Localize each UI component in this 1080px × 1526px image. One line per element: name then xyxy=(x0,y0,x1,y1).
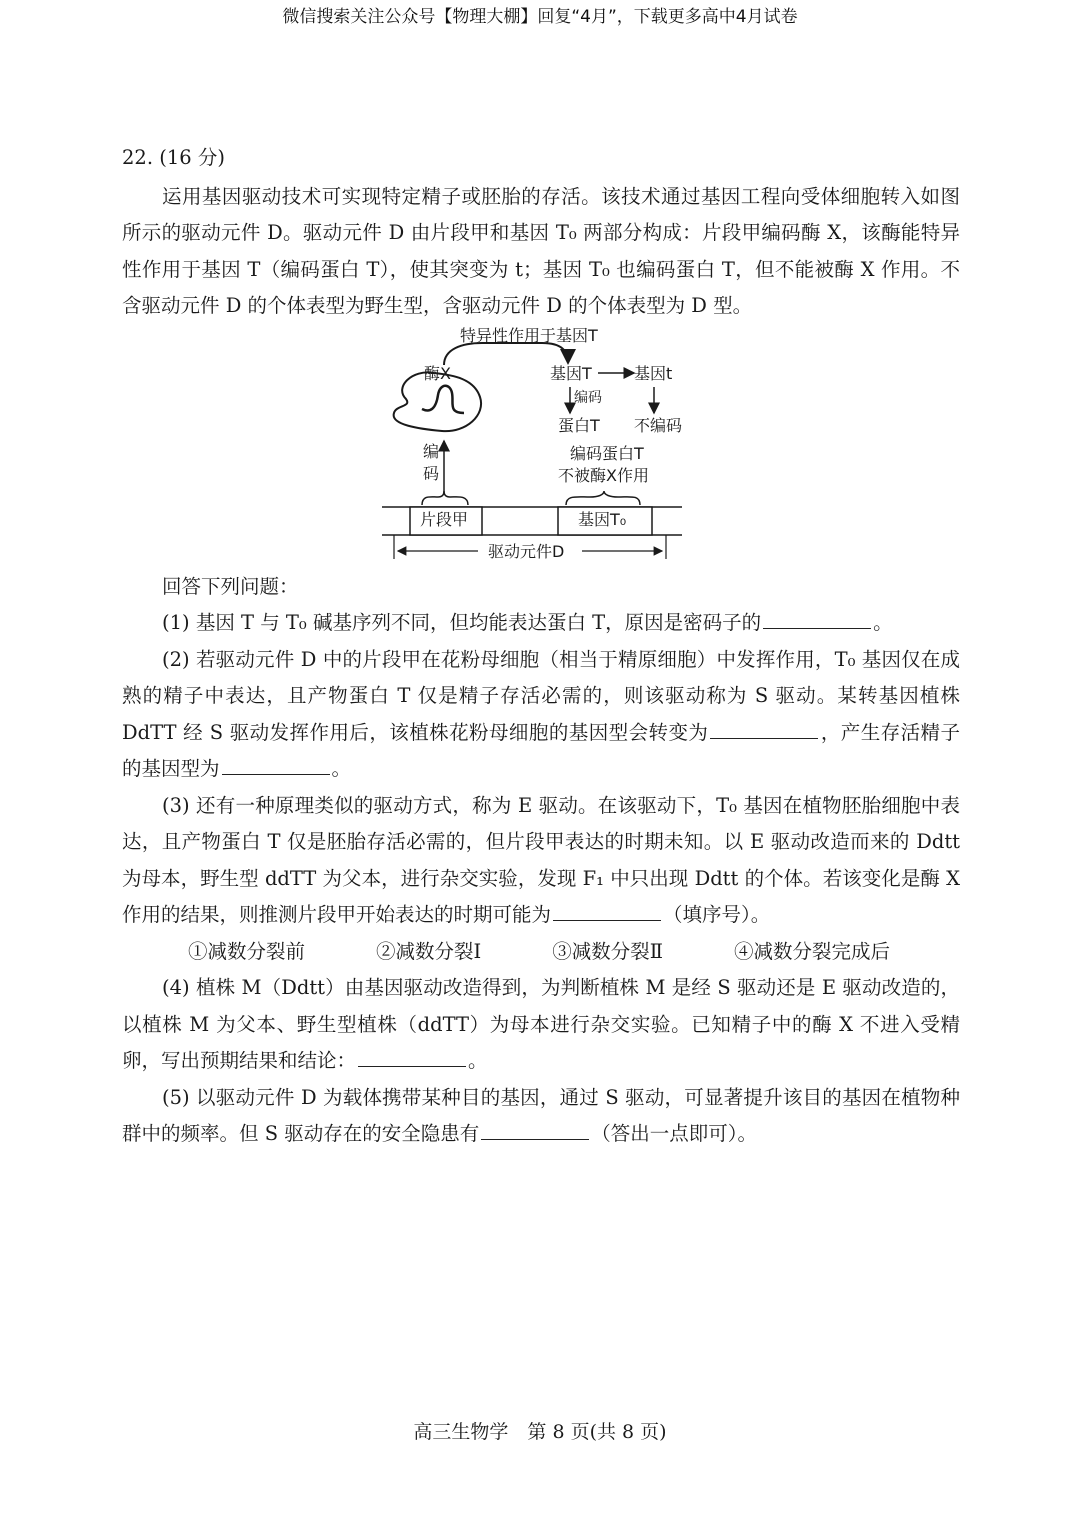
label-gene-T: 基因T xyxy=(550,363,592,383)
options-list xyxy=(122,934,960,971)
sub-question-1: (1) 基因 T 与 T₀ 碱基序列不同，但均能表达蛋白 T，原因是密码子的 。 xyxy=(122,605,960,642)
option-3: ③减数分裂Ⅱ xyxy=(552,939,663,963)
answer-blank-1[interactable] xyxy=(763,606,871,629)
drive-element-diagram xyxy=(122,325,960,567)
segment-brace xyxy=(422,491,468,505)
answer-blank-2a[interactable] xyxy=(710,716,818,739)
answer-blank-2b[interactable] xyxy=(222,752,330,775)
sub-question-2: (2) 若驱动元件 D 中的片段甲在花粉母细胞（相当于精原细胞）中发挥作用，T₀ 基因仅在成熟的精子中表达，且产物蛋白 T 仅是精子存活必需的，则该驱动称为 S 驱动。某转基因植株 DdTT 经 S 驱动发挥作用后，该植株花粉母细胞的基因型会转变为 ，产生存活精子的基因型为 。 xyxy=(122,647,960,780)
answer-blank-5[interactable] xyxy=(481,1117,589,1140)
label-encode-vertical: 编码 xyxy=(422,441,439,483)
prompt: 回答下列问题： xyxy=(162,574,299,598)
label-protein-T: 蛋白T xyxy=(558,415,600,435)
sub-question-3: (3) 还有一种原理类似的驱动方式，称为 E 驱动。在该驱动下，T₀ 基因在植物胚胎细胞中表达，且产物蛋白 T 仅是胚胎存活必需的，但片段甲表达的时期未知。以 E 驱动改造而来的 Ddtt 为母本，野生型 ddTT 为父本，进行杂交实验，发现 F₁ 中只出现 Ddtt 的个体。若该变化是酶 X 作用的结果，则推测片段甲开始表达的时期可能为 （填序号）。 xyxy=(122,793,960,926)
promo-banner: 微信搜索关注公众号【物理大棚】回复“4月”，下载更多高中4月试卷 xyxy=(282,7,798,27)
page-footer: 高三生物学 第 8 页(共 8 页) xyxy=(413,1421,667,1443)
gene-t0-brace xyxy=(566,491,640,505)
label-segment: 片段甲 xyxy=(420,509,469,529)
option-2: ②减数分裂Ⅰ xyxy=(376,939,482,963)
answer-blank-4[interactable] xyxy=(358,1044,466,1067)
question-22 xyxy=(122,140,960,1153)
intro-paragraph: 运用基因驱动技术可实现特定精子或胚胎的存活。该技术通过基因工程向受体细胞转入如图所示的驱动元件 D。驱动元件 D 由片段甲和基因 T₀ 两部分构成：片段甲编码酶 X，该酶能特异性作用于基因 T（编码蛋白 T），使其突变为 t；基因 T₀ 也编码蛋白 T，但不能被酶 X 作用。不含驱动元件 D 的个体表型为野生型，含驱动元件 D 的个体表型为 D 型。 xyxy=(122,184,960,317)
sub-question-4: (4) 植株 M（Ddtt）由基因驱动改造得到，为判断植株 M 是经 S 驱动还是 E 驱动改造的，以植株 M 为父本、野生型植株（ddTT）为母本进行杂交实验。已知精子中的酶 X 不进入受精卵，写出预期结果和结论： 。 xyxy=(122,976,960,1072)
answer-blank-3[interactable] xyxy=(553,898,661,921)
label-t0-note-2: 不被酶X作用 xyxy=(558,465,649,485)
specific-action-arrow xyxy=(444,343,568,365)
label-gene-T0: 基因T₀ xyxy=(578,509,627,529)
label-gene-t: 基因t xyxy=(634,363,673,383)
question-number: 22. (16 分) xyxy=(122,146,225,169)
option-1: ①减数分裂前 xyxy=(188,939,306,963)
label-enzyme-x: 酶X xyxy=(424,363,451,383)
label-encode-small: 编码 xyxy=(574,389,602,406)
label-specific-action: 特异性作用于基因T xyxy=(460,325,598,345)
label-drive-element: 驱动元件D xyxy=(488,541,565,561)
label-no-encode: 不编码 xyxy=(634,415,683,435)
option-4: ④减数分裂完成后 xyxy=(733,939,890,963)
label-t0-note-1: 编码蛋白T xyxy=(570,443,644,463)
sub-question-5: (5) 以驱动元件 D 为载体携带某种目的基因，通过 S 驱动，可显著提升该目的基因在植物种群中的频率。但 S 驱动存在的安全隐患有 （答出一点即可）。 xyxy=(122,1085,960,1145)
